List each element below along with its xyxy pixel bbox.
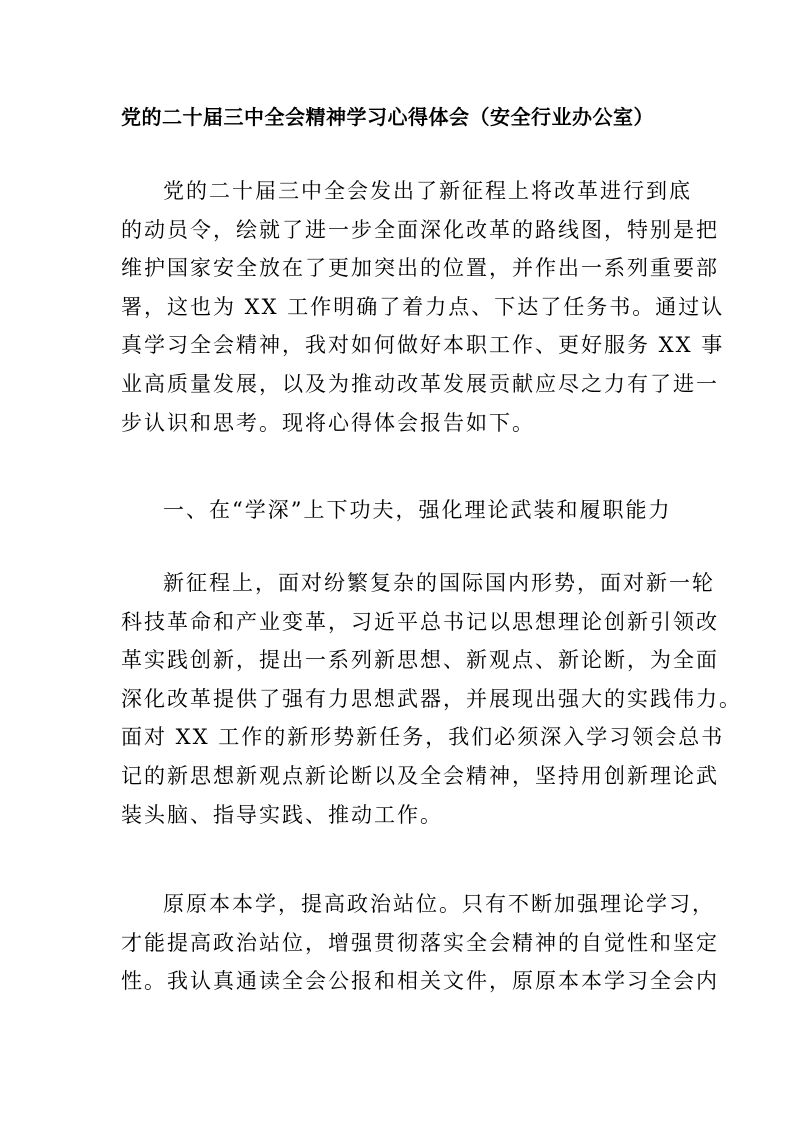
paragraph-intro <box>121 172 725 442</box>
paragraph-line: 署，这也为 XX 工作明确了着力点、下达了任务书。通过认 <box>121 294 725 319</box>
paragraph-line: 真学习全会精神，我对如何做好本职工作、更好服务 XX 事 <box>121 333 725 358</box>
paragraph-line: 科技革命和产业变革，习近平总书记以思想理论创新引领改 <box>121 609 719 634</box>
paragraph-line: 党的二十届三中全会发出了新征程上将改革进行到底 <box>163 179 692 203</box>
paragraph-line: 面对 XX 工作的新形势新任务，我们必须深入学习领会总书 <box>121 725 725 750</box>
paragraph-line: 装头脑、指导实践、推动工作。 <box>121 802 443 827</box>
document-title: 党的二十届三中全会精神学习心得体会（安全行业办公室） <box>121 105 654 129</box>
section-heading-text: 一、在“学深”上下功夫，强化理论武装和履职能力 <box>163 498 672 522</box>
paragraph-line: 业高质量发展，以及为推动改革发展贡献应尽之力有了进一 <box>121 371 719 396</box>
paragraph-line: 性。我认真通读全会公报和相关文件，原原本本学习全会内 <box>121 969 719 994</box>
paragraph-section1-body <box>121 564 742 834</box>
section-heading-1 <box>121 491 701 530</box>
paragraph-line: 才能提高政治站位，增强贯彻落实全会精神的自觉性和坚定 <box>121 930 719 955</box>
paragraph-line: 维护国家安全放在了更加突出的位置，并作出一系列重要部 <box>121 256 719 281</box>
paragraph-study <box>121 885 719 1001</box>
paragraph-line: 深化改革提供了强有力思想武器，并展现出强大的实践伟力。 <box>121 686 742 711</box>
paragraph-line: 革实践创新，提出一系列新思想、新观点、新论断，为全面 <box>121 648 719 673</box>
paragraph-line: 的动员令，绘就了进一步全面深化改革的路线图，特别是把 <box>121 217 719 242</box>
paragraph-line: 原原本本学，提高政治站位。只有不断加强理论学习， <box>163 892 715 916</box>
paragraph-line: 新征程上，面对纷繁复杂的国际国内形势，面对新一轮 <box>163 571 715 595</box>
paragraph-line: 步认识和思考。现将心得体会报告如下。 <box>121 410 535 435</box>
paragraph-line: 记的新思想新观点新论断以及全会精神，坚持用创新理论武 <box>121 763 719 788</box>
